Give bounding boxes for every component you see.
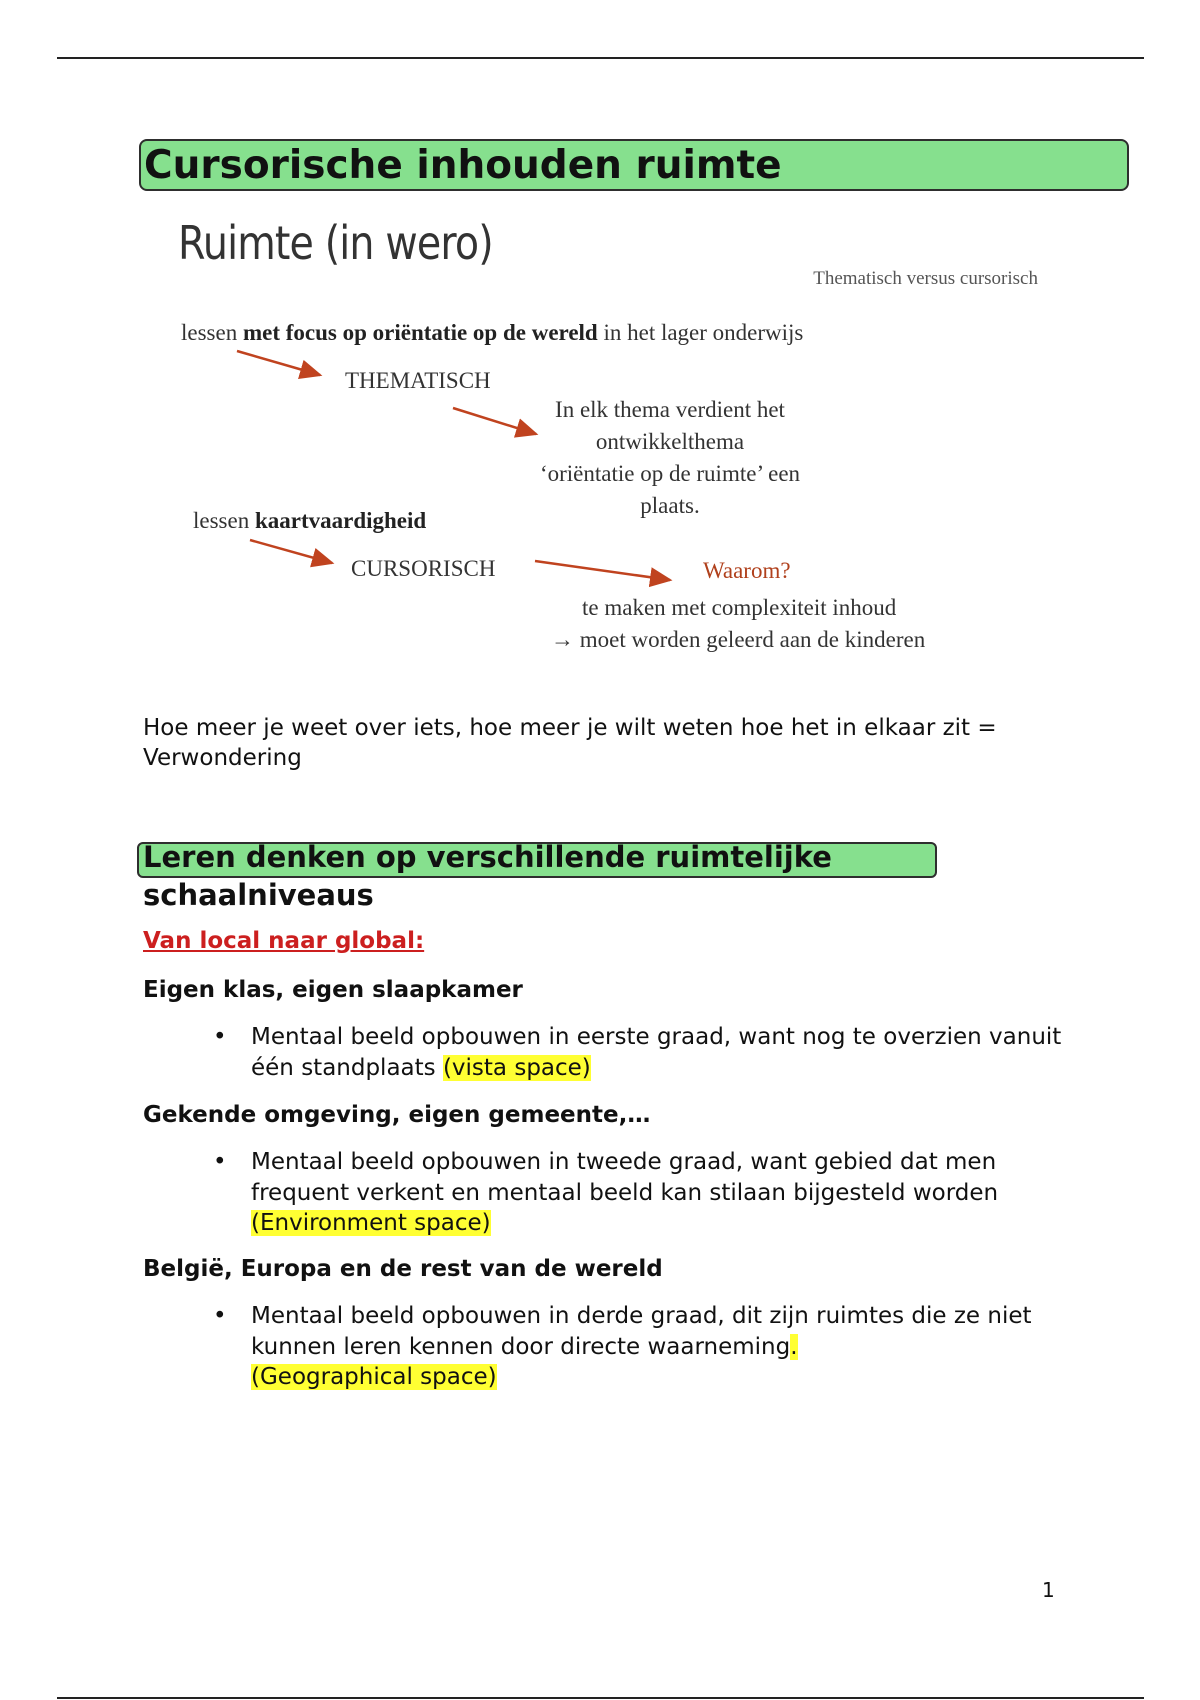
- top-rule: [57, 57, 1144, 59]
- thema-text-line: plaats.: [640, 493, 700, 518]
- slide-subtitle: Thematisch versus cursorisch: [813, 268, 1038, 289]
- thema-text-line: ontwikkelthema: [595, 429, 745, 454]
- thema-text-line: In elk thema verdient het: [555, 397, 785, 422]
- bullet-dot: •: [213, 1024, 227, 1050]
- heading-2: Leren denken op verschillende ruimtelijke schaalniveaus: [143, 840, 832, 912]
- line-focus-prefix: lessen: [181, 320, 243, 345]
- bullet-body: Mentaal beeld opbouwen in eerste graad, want nog te overzien vanuit één standplaats: [251, 1024, 1062, 1081]
- heading-1: Cursorische inhouden ruimte: [144, 143, 782, 188]
- line-kaart-prefix: lessen: [193, 508, 255, 533]
- arrow-to-cursorisch: [250, 540, 332, 563]
- arrow-to-thema-text: [453, 408, 536, 434]
- reason-line-2: → moet worden geleerd aan de kinderen: [551, 627, 926, 652]
- label-cursorisch: CURSORISCH: [351, 556, 496, 581]
- highlight-term: (vista space): [442, 1054, 591, 1081]
- highlight-term: (Environment space): [251, 1210, 491, 1236]
- bottom-rule: [57, 1697, 1144, 1699]
- slide-arrows: [170, 200, 1050, 670]
- arrow-to-waarom: [535, 561, 670, 580]
- paragraph-verwondering: Hoe meer je weet over iets, hoe meer je wilt weten hoe het in elkaar zit = Verwondering: [143, 715, 997, 771]
- bullet-body: Mentaal beeld opbouwen in derde graad, dit zijn ruimtes die ze niet kunnen leren kennen door directe waarneming: [251, 1303, 1032, 1360]
- line-kaart-bold: kaartvaardigheid: [254, 508, 427, 533]
- red-subheading: Van local naar global:: [143, 928, 425, 954]
- line-focus-bold: met focus op oriëntatie op de wereld: [242, 320, 598, 345]
- bullet-text: [251, 1301, 1071, 1393]
- highlight-term: (Geographical space): [251, 1364, 497, 1390]
- label-thematisch: THEMATISCH: [345, 368, 491, 393]
- section-title: Eigen klas, eigen slaapkamer: [143, 977, 523, 1003]
- bullet-body: Mentaal beeld opbouwen in tweede graad, want gebied dat men frequent verkent en mentaal beeld kan stilaan bijgesteld worden: [251, 1149, 999, 1206]
- bullet-dot: •: [213, 1303, 227, 1329]
- bullet-text: [251, 1022, 1071, 1083]
- line-focus-suffix: in het lager onderwijs: [597, 320, 804, 345]
- section-title: Gekende omgeving, eigen gemeente,…: [143, 1102, 651, 1128]
- reason-line-1: te maken met complexiteit inhoud: [582, 595, 897, 620]
- section-title: België, Europa en de rest van de wereld: [143, 1256, 663, 1282]
- arrow-to-thematisch: [237, 351, 320, 375]
- highlight-dot: .: [790, 1333, 798, 1360]
- page-number: 1: [1042, 1578, 1055, 1602]
- slide-image: [170, 200, 1050, 670]
- label-waarom: Waarom?: [703, 558, 791, 583]
- slide-title: Ruimte (in wero): [178, 216, 493, 270]
- thema-text-line: ‘oriëntatie op de ruimte’ een: [539, 461, 801, 486]
- bullet-dot: •: [213, 1149, 227, 1175]
- bullet-text: [251, 1147, 1071, 1239]
